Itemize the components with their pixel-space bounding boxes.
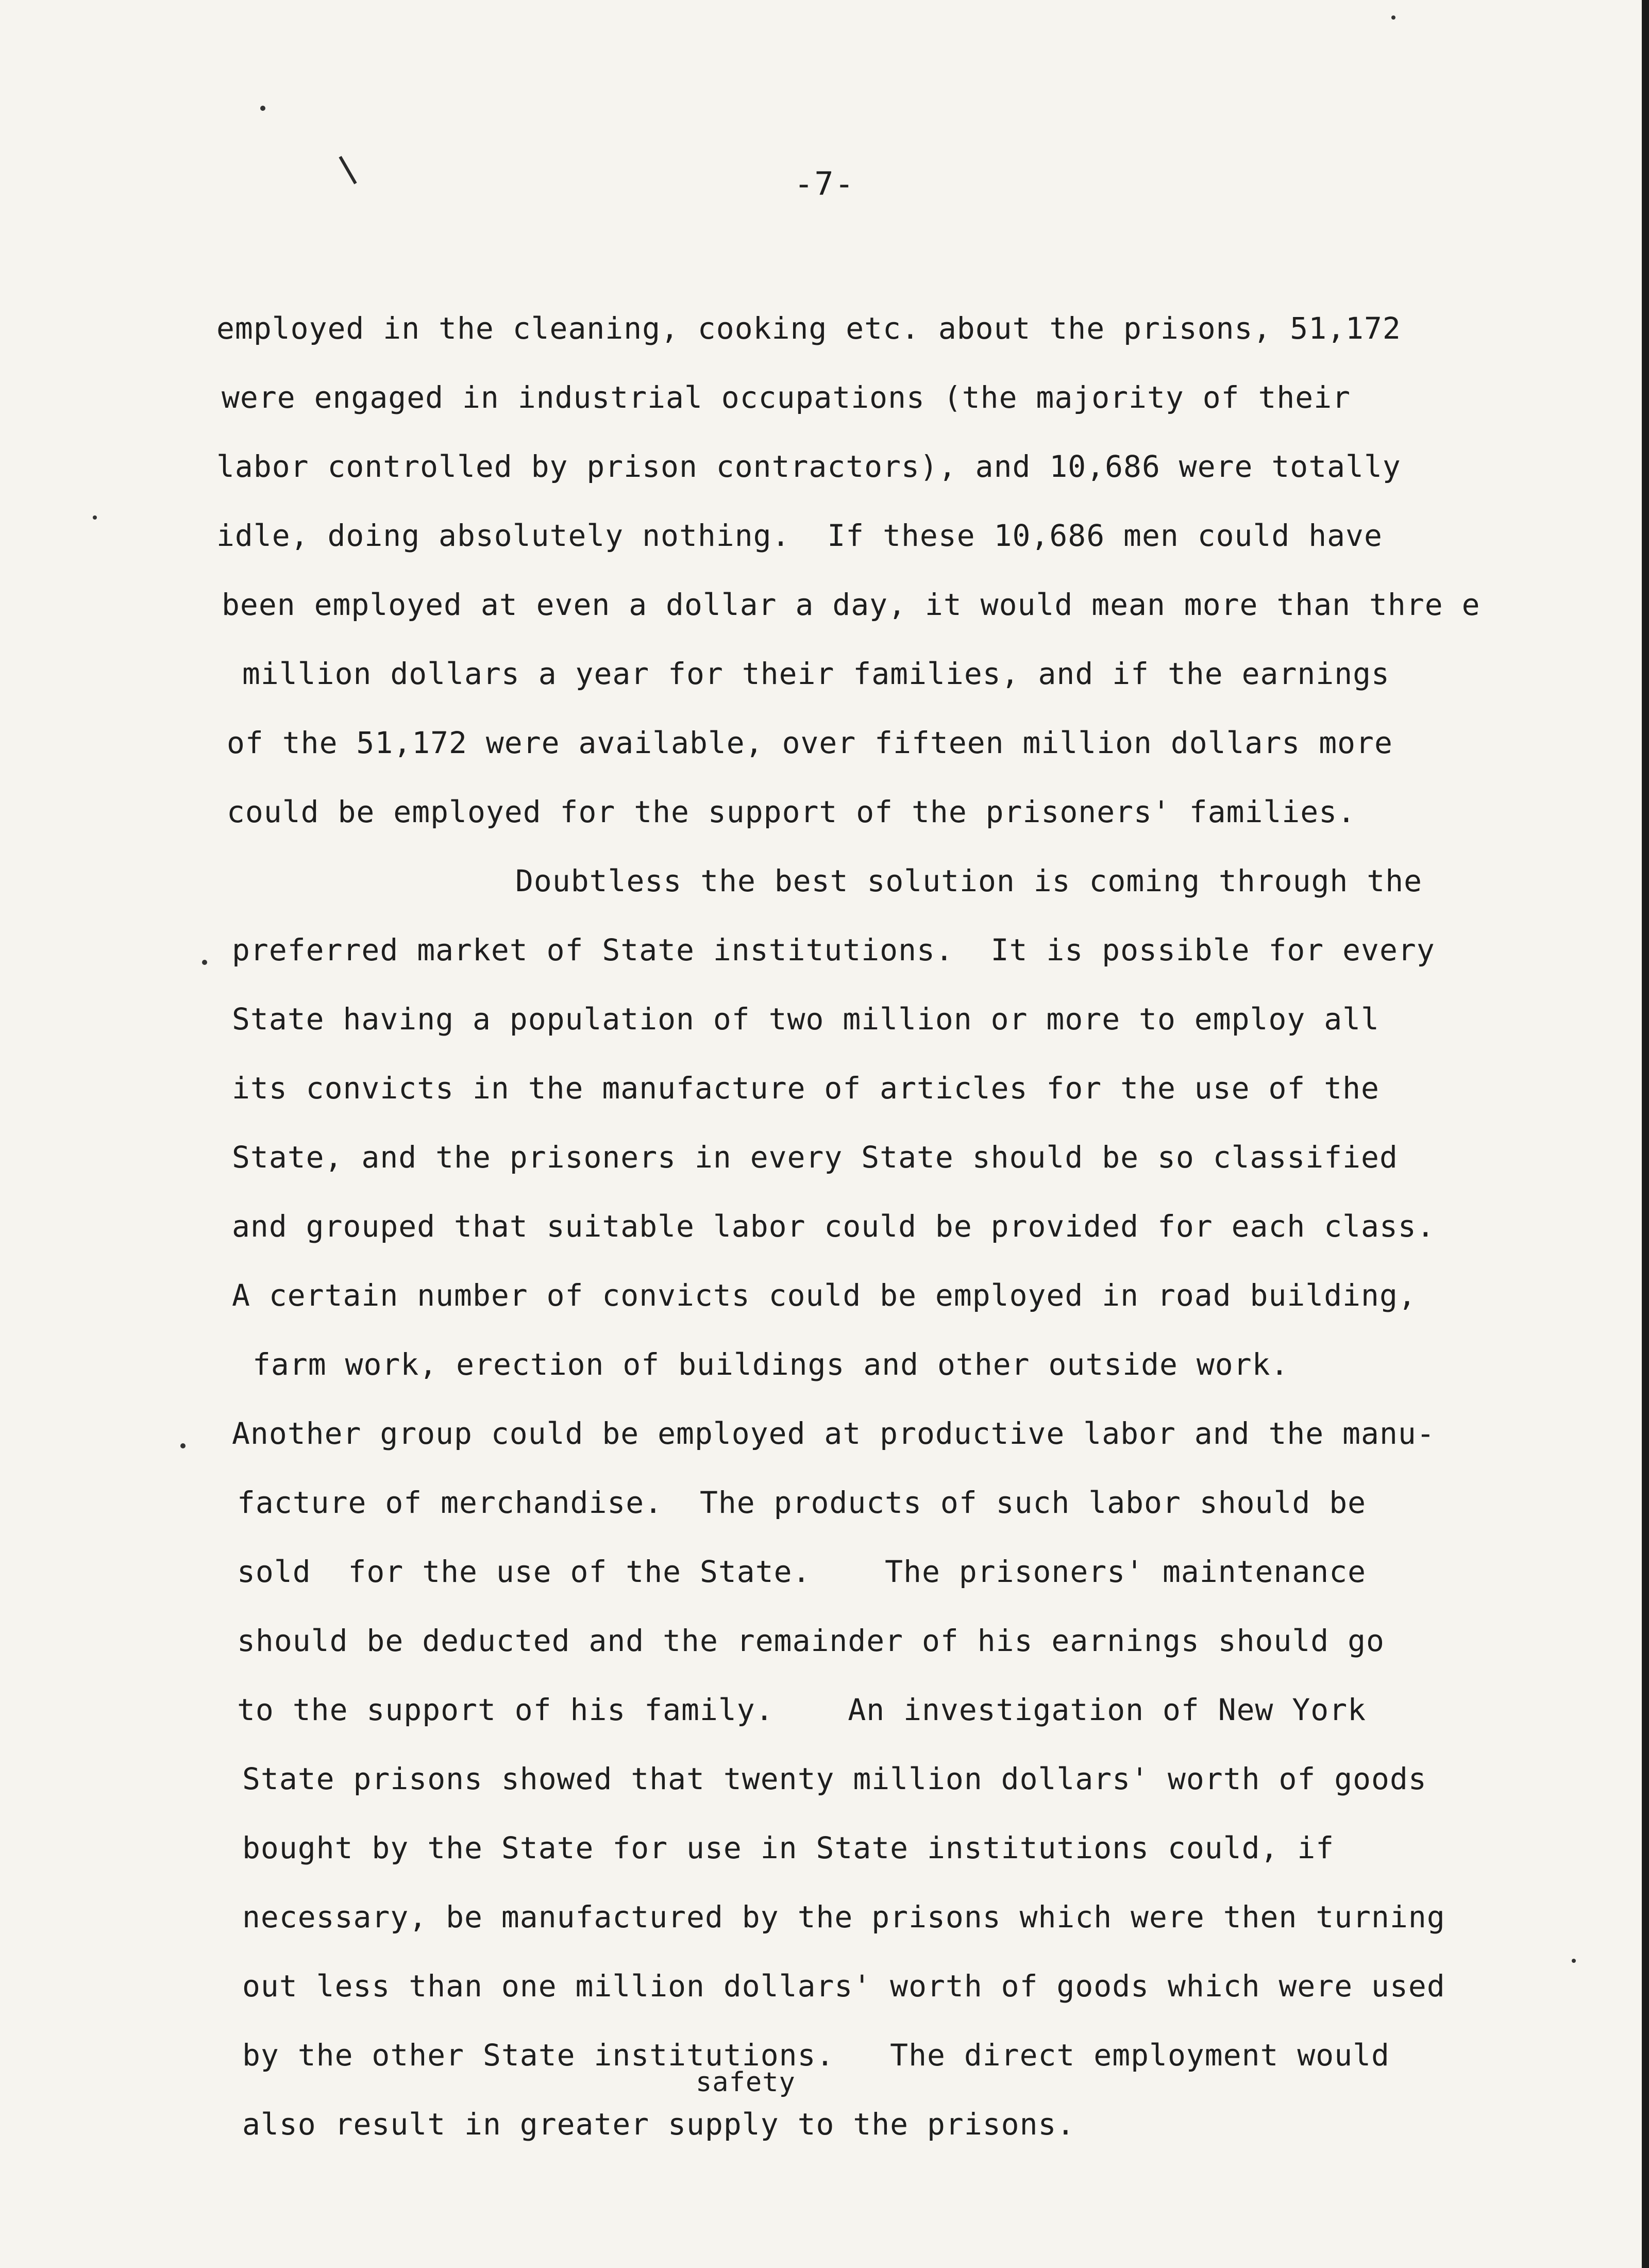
scan-speck	[93, 515, 97, 520]
text-line: and grouped that suitable labor could be provided for each class.	[232, 1209, 1435, 1244]
text-line: necessary, be manufactured by the prisons which were then turning	[242, 1899, 1445, 1935]
scan-speck	[202, 960, 207, 965]
text-line: by the other State institutions. The direct employment would	[242, 2038, 1390, 2073]
text-line: State having a population of two million or more to employ all	[232, 1002, 1379, 1037]
text-line: employed in the cleaning, cooking etc. about the prisons, 51,172	[216, 311, 1401, 346]
text-line: to the support of his family. An investigation of New York	[237, 1692, 1367, 1727]
scan-speck	[260, 106, 265, 111]
text-line: could be employed for the support of the prisoners' families.	[227, 794, 1356, 829]
text-line: labor controlled by prison contractors), and 10,686 were totally	[216, 449, 1401, 484]
text-line: Another group could be employed at productive labor and the manu-	[232, 1416, 1435, 1451]
text-line: farm work, erection of buildings and other outside work.	[253, 1347, 1289, 1382]
text-line: facture of merchandise. The products of such labor should be	[237, 1485, 1367, 1520]
scan-speck	[180, 1443, 186, 1448]
page-number: -7-	[794, 165, 855, 203]
text-line: should be deducted and the remainder of his earnings should go	[237, 1623, 1385, 1658]
scan-speck	[1572, 1959, 1576, 1963]
text-line: of the 51,172 were available, over fifteen million dollars more	[227, 725, 1393, 760]
text-line: million dollars a year for their families, and if the earnings	[242, 656, 1390, 691]
text-line: preferred market of State institutions. It is possible for every	[232, 932, 1435, 968]
text-line: bought by the State for use in State institutions could, if	[242, 1830, 1335, 1865]
text-line: been employed at even a dollar a day, it would mean more than thre e	[222, 587, 1480, 622]
text-line: sold for the use of the State. The prisoners' maintenance	[237, 1554, 1367, 1589]
text-line: Doubtless the best solution is coming through the	[515, 863, 1423, 898]
handwritten-correction: safety	[696, 2067, 796, 2098]
text-line: idle, doing absolutely nothing. If these 10,686 men could have	[216, 518, 1383, 553]
scan-speck	[1391, 15, 1395, 20]
text-line: out less than one million dollars' worth of goods which were used	[242, 1969, 1445, 2004]
scan-edge	[1642, 0, 1649, 2268]
text-line: its convicts in the manufacture of articles for the use of the	[232, 1071, 1379, 1106]
text-line: State prisons showed that twenty million dollars' worth of goods	[242, 1761, 1427, 1796]
text-line: were engaged in industrial occupations (the majority of their	[222, 380, 1351, 415]
text-line: also result in greater supply to the prisons.	[242, 2107, 1075, 2142]
text-line: A certain number of convicts could be employed in road building,	[232, 1278, 1417, 1313]
body-text	[216, 294, 1582, 2159]
text-line: State, and the prisoners in every State should be so classified	[232, 1140, 1398, 1175]
